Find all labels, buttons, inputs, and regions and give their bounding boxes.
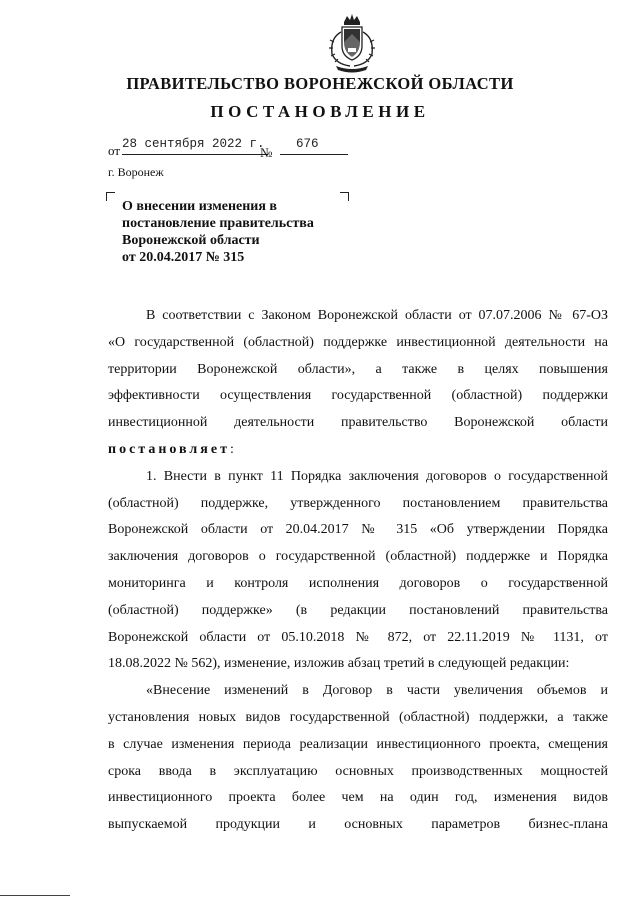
text-line: инвестиционной деятельности правительство Воронежской области — [108, 415, 608, 431]
text-line: эффективности осуществления государственной (областной) поддержки — [108, 388, 608, 404]
text-line: мониторинга и контроля исполнения договоров о государственной — [108, 575, 608, 591]
resolves-word: постановляет — [108, 441, 230, 457]
text-line: «Внесение изменений в Договор в части увеличения объемов и — [146, 683, 608, 699]
resolves-line — [108, 437, 608, 464]
text-line: заключения договоров о государственной (областной) поддержке и Порядка — [108, 549, 608, 565]
text-line: 1. Внести в пункт 11 Порядка заключения договоров о государственной — [146, 468, 608, 484]
number-underline — [280, 154, 348, 155]
text-line: «О государственной (областной) поддержке инвестиционной деятельности на — [108, 334, 608, 350]
text-line: (областной) поддержке, утвержденного постановлением правительства — [108, 495, 608, 511]
date-prefix: от — [108, 143, 121, 158]
subject-line: постановление правительства — [122, 216, 314, 231]
text-line: в случае изменения периода реализации инвестиционного проекта, смещения — [108, 736, 608, 752]
subject-line: от 20.04.2017 № 315 — [122, 250, 245, 265]
text-line: (областной) поддержке» (в редакции постановлений правительства — [108, 602, 608, 618]
item-1-paragraph — [108, 464, 608, 678]
document-number: 676 — [296, 137, 319, 151]
text-line: Воронежской области от 20.04.2017 № 315 «Об утверждении Порядка — [108, 522, 608, 538]
text-line: территории Воронежской области», а также в целях повышения — [108, 361, 608, 377]
resolves-paragraph — [108, 437, 608, 464]
number-label: № — [260, 145, 273, 160]
document-date: 28 сентября 2022 г. — [122, 137, 265, 151]
subject-line: Воронежской области — [122, 233, 260, 248]
text-line: Воронежской области от 05.10.2018 № 872, от 22.11.2019 № 1131, от — [108, 629, 608, 645]
date-underline — [122, 154, 268, 155]
document-type-title: ПОСТАНОВЛЕНИЕ — [210, 102, 430, 121]
intro-paragraph — [108, 303, 608, 437]
text-line: выпускаемой продукции и основных параметров бизнес-плана — [108, 817, 608, 833]
text-line: установления новых видов государственной (областной) поддержки, а также — [108, 709, 608, 725]
subject-corner-left — [106, 192, 115, 201]
subject-line: О внесении изменения в — [122, 199, 277, 214]
footnote-rule — [0, 895, 70, 896]
resolves-colon: : — [229, 441, 234, 457]
quote-paragraph — [108, 678, 608, 839]
coat-of-arms-emblem — [322, 12, 382, 74]
government-title: ПРАВИТЕЛЬСТВО ВОРОНЕЖСКОЙ ОБЛАСТИ — [126, 74, 514, 93]
document-body — [108, 303, 608, 839]
text-line: В соответствии с Законом Воронежской области от 07.07.2006 № 67-ОЗ — [146, 308, 608, 323]
text-line: срока ввода в эксплуатацию основных производственных мощностей — [108, 763, 608, 779]
text-line: инвестиционного проекта более чем на один год, изменения видов — [108, 790, 608, 806]
city-label: г. Воронеж — [108, 165, 164, 179]
document-subject — [122, 198, 352, 266]
text-line: 18.08.2022 № 562), изменение, изложив абзац третий в следующей редакции: — [108, 656, 570, 672]
